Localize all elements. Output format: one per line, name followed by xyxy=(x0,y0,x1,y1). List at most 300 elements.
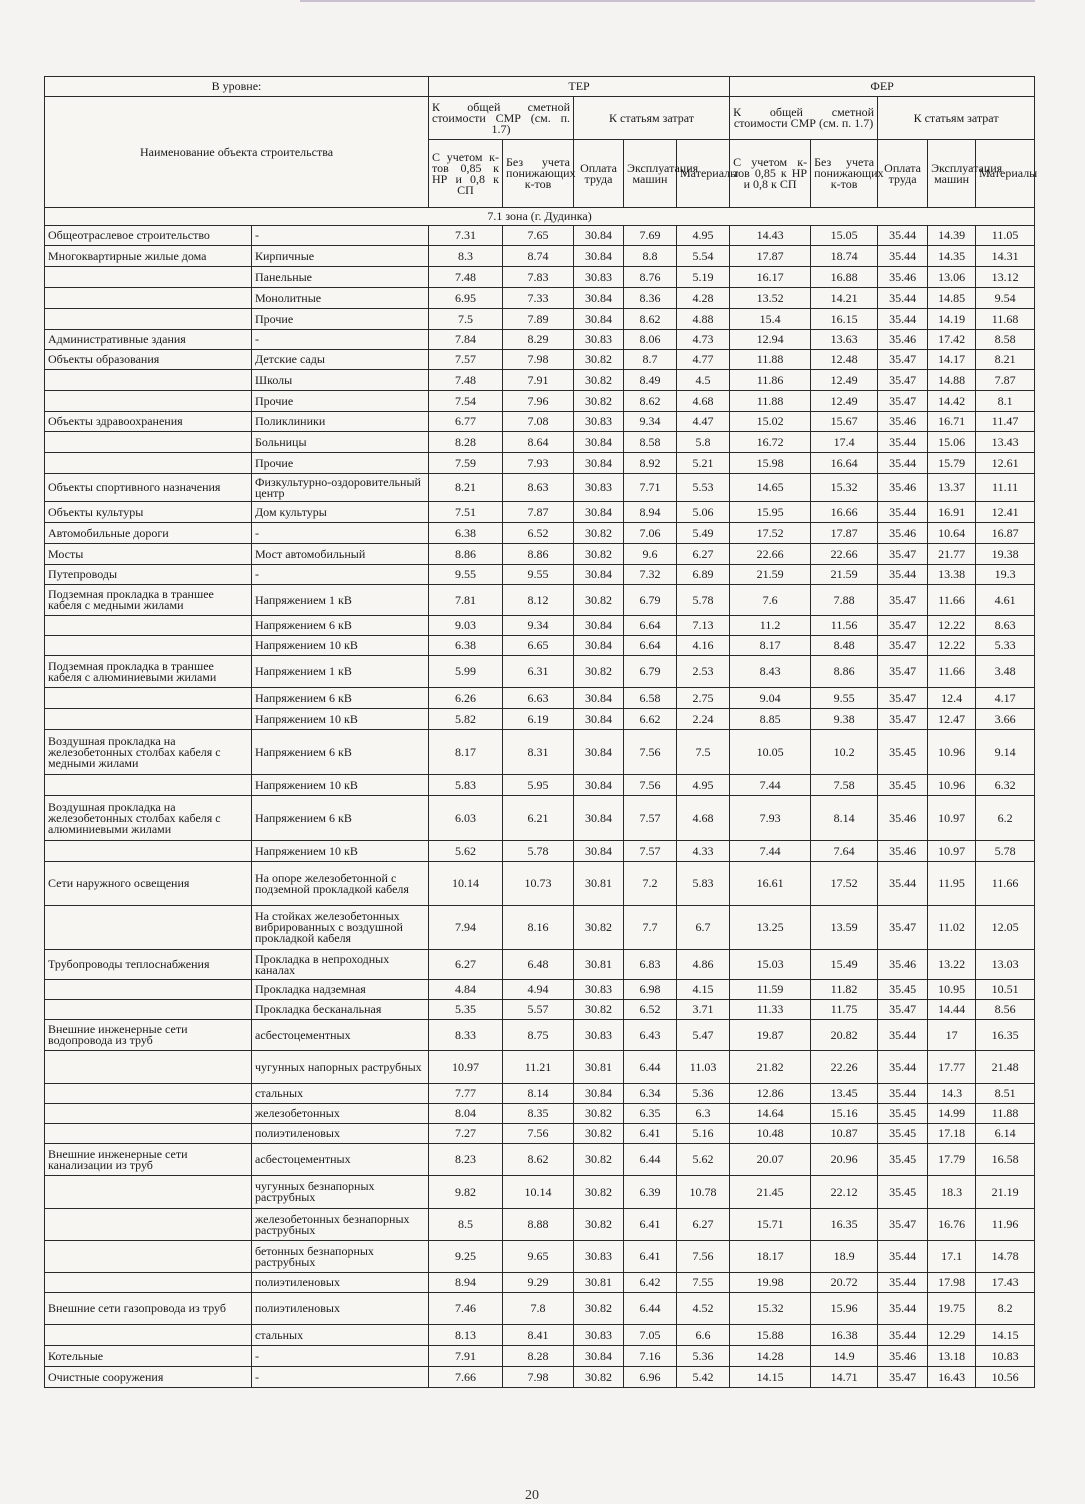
value-cell: 13.18 xyxy=(928,1346,976,1367)
table-row xyxy=(45,1051,1035,1084)
value-cell: 4.95 xyxy=(677,775,730,796)
value-cell: 11.05 xyxy=(976,226,1035,246)
value-cell: 21.45 xyxy=(730,1176,811,1209)
table-row xyxy=(45,474,1035,502)
value-cell: 15.67 xyxy=(811,412,878,432)
object-subtype: Напряжением 6 кВ xyxy=(252,616,429,636)
value-cell: 6.44 xyxy=(624,1293,677,1325)
value-cell: 5.82 xyxy=(429,709,503,730)
value-cell: 14.28 xyxy=(730,1346,811,1367)
object-subtype: железобетонных безнапорных раструбных xyxy=(252,1209,429,1241)
value-cell: 14.42 xyxy=(928,391,976,412)
value-cell: 11.86 xyxy=(730,370,811,391)
object-subtype: - xyxy=(252,330,429,350)
value-cell: 8.35 xyxy=(503,1104,574,1124)
value-cell: 9.55 xyxy=(811,688,878,709)
value-cell: 13.59 xyxy=(811,906,878,950)
value-cell: 11.47 xyxy=(976,412,1035,432)
value-cell: 19.3 xyxy=(976,565,1035,585)
level-label: В уровне: xyxy=(45,77,429,97)
value-cell: 8.48 xyxy=(811,636,878,656)
value-cell: 30.81 xyxy=(574,862,624,906)
ter-header: ТЕР xyxy=(429,77,730,97)
object-name xyxy=(45,1051,252,1084)
object-name xyxy=(45,841,252,862)
value-cell: 13.12 xyxy=(976,267,1035,288)
value-cell: 7.44 xyxy=(730,775,811,796)
value-cell: 11.02 xyxy=(928,906,976,950)
object-name xyxy=(45,288,252,309)
value-cell: 11.03 xyxy=(677,1051,730,1084)
value-cell: 7.05 xyxy=(624,1325,677,1346)
value-cell: 14.43 xyxy=(730,226,811,246)
value-cell: 6.64 xyxy=(624,616,677,636)
object-name: Мосты xyxy=(45,544,252,565)
value-cell: 9.55 xyxy=(503,565,574,585)
value-cell: 7.7 xyxy=(624,906,677,950)
value-cell: 30.84 xyxy=(574,288,624,309)
value-cell: 30.82 xyxy=(574,1144,624,1176)
value-cell: 3.71 xyxy=(677,1000,730,1020)
object-subtype: Больницы xyxy=(252,432,429,453)
value-cell: 4.68 xyxy=(677,391,730,412)
value-cell: 7.08 xyxy=(503,412,574,432)
object-name xyxy=(45,370,252,391)
value-cell: 30.83 xyxy=(574,1020,624,1051)
value-cell: 6.96 xyxy=(624,1367,677,1388)
object-subtype: Напряжением 6 кВ xyxy=(252,730,429,775)
table-row xyxy=(45,370,1035,391)
value-cell: 16.35 xyxy=(811,1209,878,1241)
value-cell: 30.82 xyxy=(574,350,624,370)
value-cell: 6.31 xyxy=(503,656,574,688)
value-cell: 16.61 xyxy=(730,862,811,906)
value-cell: 14.44 xyxy=(928,1000,976,1020)
table-row xyxy=(45,267,1035,288)
value-cell: 35.46 xyxy=(878,412,928,432)
value-cell: 4.84 xyxy=(429,980,503,1000)
value-cell: 6.64 xyxy=(624,636,677,656)
value-cell: 4.61 xyxy=(976,585,1035,616)
value-cell: 11.88 xyxy=(730,391,811,412)
value-cell: 7.84 xyxy=(429,330,503,350)
value-cell: 5.83 xyxy=(677,862,730,906)
value-cell: 6.26 xyxy=(429,688,503,709)
value-cell: 16.38 xyxy=(811,1325,878,1346)
value-cell: 8.14 xyxy=(811,796,878,841)
object-subtype: Прокладка надземная xyxy=(252,980,429,1000)
value-cell: 6.89 xyxy=(677,565,730,585)
value-cell: 17 xyxy=(928,1020,976,1051)
value-cell: 30.84 xyxy=(574,1084,624,1104)
value-cell: 35.47 xyxy=(878,616,928,636)
table-row xyxy=(45,950,1035,980)
object-subtype: Прочие xyxy=(252,309,429,330)
value-cell: 30.84 xyxy=(574,226,624,246)
value-cell: 30.84 xyxy=(574,246,624,267)
value-cell: 11.56 xyxy=(811,616,878,636)
value-cell: 14.15 xyxy=(730,1367,811,1388)
table-row xyxy=(45,796,1035,841)
value-cell: 21.77 xyxy=(928,544,976,565)
value-cell: 20.72 xyxy=(811,1273,878,1293)
table-row xyxy=(45,350,1035,370)
value-cell: 35.47 xyxy=(878,585,928,616)
value-cell: 8.62 xyxy=(624,309,677,330)
value-cell: 8.56 xyxy=(976,1000,1035,1020)
table-row xyxy=(45,330,1035,350)
value-cell: 10.83 xyxy=(976,1346,1035,1367)
value-cell: 8.16 xyxy=(503,906,574,950)
value-cell: 14.19 xyxy=(928,309,976,330)
value-cell: 12.22 xyxy=(928,616,976,636)
object-subtype: Школы xyxy=(252,370,429,391)
value-cell: 6.79 xyxy=(624,585,677,616)
value-cell: 35.47 xyxy=(878,906,928,950)
value-cell: 7.31 xyxy=(429,226,503,246)
value-cell: 8.86 xyxy=(503,544,574,565)
value-cell: 7.46 xyxy=(429,1293,503,1325)
table-row xyxy=(45,1293,1035,1325)
value-cell: 10.64 xyxy=(928,523,976,544)
value-cell: 19.87 xyxy=(730,1020,811,1051)
table-row xyxy=(45,1325,1035,1346)
value-cell: 17.1 xyxy=(928,1241,976,1273)
object-subtype: Напряжением 6 кВ xyxy=(252,688,429,709)
value-cell: 22.26 xyxy=(811,1051,878,1084)
value-cell: 2.75 xyxy=(677,688,730,709)
value-cell: 30.84 xyxy=(574,636,624,656)
value-cell: 7.54 xyxy=(429,391,503,412)
object-name xyxy=(45,391,252,412)
table-body xyxy=(45,208,1035,1388)
value-cell: 15.05 xyxy=(811,226,878,246)
value-cell: 6.58 xyxy=(624,688,677,709)
value-cell: 8.86 xyxy=(429,544,503,565)
value-cell: 18.74 xyxy=(811,246,878,267)
value-cell: 20.82 xyxy=(811,1020,878,1051)
value-cell: 17.77 xyxy=(928,1051,976,1084)
value-cell: 9.14 xyxy=(976,730,1035,775)
value-cell: 5.78 xyxy=(976,841,1035,862)
value-cell: 13.03 xyxy=(976,950,1035,980)
object-name: Подземная прокладка в траншее кабеля с алюминиевыми жилами xyxy=(45,656,252,688)
object-subtype: Напряжением 10 кВ xyxy=(252,709,429,730)
table-row xyxy=(45,616,1035,636)
value-cell: 22.12 xyxy=(811,1176,878,1209)
value-cell: 12.94 xyxy=(730,330,811,350)
object-subtype: На стойках железобетонных вибрированных с воздушной прокладкой кабеля xyxy=(252,906,429,950)
value-cell: 8.7 xyxy=(624,350,677,370)
value-cell: 7.44 xyxy=(730,841,811,862)
object-name xyxy=(45,1124,252,1144)
value-cell: 15.71 xyxy=(730,1209,811,1241)
value-cell: 6.39 xyxy=(624,1176,677,1209)
value-cell: 35.44 xyxy=(878,309,928,330)
value-cell: 30.84 xyxy=(574,453,624,474)
value-cell: 20.07 xyxy=(730,1144,811,1176)
value-cell: 30.83 xyxy=(574,474,624,502)
value-cell: 15.16 xyxy=(811,1104,878,1124)
value-cell: 7.55 xyxy=(677,1273,730,1293)
object-subtype: Прокладка бесканальная xyxy=(252,1000,429,1020)
value-cell: 19.75 xyxy=(928,1293,976,1325)
value-cell: 17.42 xyxy=(928,330,976,350)
value-cell: 30.82 xyxy=(574,1104,624,1124)
value-cell: 7.27 xyxy=(429,1124,503,1144)
value-cell: 35.45 xyxy=(878,980,928,1000)
object-subtype: полиэтиленовых xyxy=(252,1273,429,1293)
fer-labor-header: Оплата труда xyxy=(878,140,928,208)
object-name: Очистные сооружения xyxy=(45,1367,252,1388)
value-cell: 8.36 xyxy=(624,288,677,309)
value-cell: 30.83 xyxy=(574,1241,624,1273)
value-cell: 8.63 xyxy=(976,616,1035,636)
value-cell: 10.14 xyxy=(429,862,503,906)
value-cell: 35.45 xyxy=(878,775,928,796)
value-cell: 9.34 xyxy=(503,616,574,636)
value-cell: 6.43 xyxy=(624,1020,677,1051)
value-cell: 16.88 xyxy=(811,267,878,288)
object-name: Подземная прокладка в траншее кабеля с медными жилами xyxy=(45,585,252,616)
value-cell: 5.8 xyxy=(677,432,730,453)
value-cell: 9.29 xyxy=(503,1273,574,1293)
fer-with-coef-header: С учетом к-тов 0,85 к НР и 0,8 к СП xyxy=(730,140,811,208)
object-name xyxy=(45,1241,252,1273)
table-row xyxy=(45,585,1035,616)
value-cell: 6.27 xyxy=(677,544,730,565)
value-cell: 10.96 xyxy=(928,775,976,796)
value-cell: 12.61 xyxy=(976,453,1035,474)
value-cell: 35.47 xyxy=(878,1367,928,1388)
value-cell: 16.91 xyxy=(928,502,976,523)
value-cell: 30.84 xyxy=(574,730,624,775)
value-cell: 35.44 xyxy=(878,1241,928,1273)
value-cell: 11.66 xyxy=(976,862,1035,906)
object-name xyxy=(45,453,252,474)
value-cell: 10.97 xyxy=(429,1051,503,1084)
value-cell: 14.35 xyxy=(928,246,976,267)
value-cell: 7.59 xyxy=(429,453,503,474)
value-cell: 22.66 xyxy=(730,544,811,565)
object-subtype: - xyxy=(252,1346,429,1367)
value-cell: 6.52 xyxy=(503,523,574,544)
value-cell: 30.84 xyxy=(574,841,624,862)
value-cell: 7.57 xyxy=(429,350,503,370)
table-row xyxy=(45,1273,1035,1293)
value-cell: 4.68 xyxy=(677,796,730,841)
value-cell: 14.3 xyxy=(928,1084,976,1104)
value-cell: 8.21 xyxy=(429,474,503,502)
object-name: Объекты спортивного назначения xyxy=(45,474,252,502)
table-row xyxy=(45,412,1035,432)
value-cell: 6.21 xyxy=(503,796,574,841)
object-name: Сети наружного освещения xyxy=(45,862,252,906)
value-cell: 5.54 xyxy=(677,246,730,267)
value-cell: 30.84 xyxy=(574,432,624,453)
value-cell: 14.15 xyxy=(976,1325,1035,1346)
value-cell: 8.06 xyxy=(624,330,677,350)
value-cell: 15.32 xyxy=(811,474,878,502)
value-cell: 6.63 xyxy=(503,688,574,709)
value-cell: 7.87 xyxy=(976,370,1035,391)
value-cell: 30.81 xyxy=(574,1051,624,1084)
value-cell: 8.31 xyxy=(503,730,574,775)
value-cell: 6.32 xyxy=(976,775,1035,796)
value-cell: 8.21 xyxy=(976,350,1035,370)
value-cell: 35.44 xyxy=(878,1084,928,1104)
object-subtype: полиэтиленовых xyxy=(252,1293,429,1325)
table-row xyxy=(45,544,1035,565)
page-number: 20 xyxy=(525,1488,539,1503)
value-cell: 30.82 xyxy=(574,544,624,565)
value-cell: 11.59 xyxy=(730,980,811,1000)
value-cell: 8.62 xyxy=(624,391,677,412)
table-row xyxy=(45,1000,1035,1020)
value-cell: 35.47 xyxy=(878,350,928,370)
object-name xyxy=(45,267,252,288)
value-cell: 6.41 xyxy=(624,1209,677,1241)
value-cell: 16.71 xyxy=(928,412,976,432)
value-cell: 30.82 xyxy=(574,656,624,688)
value-cell: 16.58 xyxy=(976,1144,1035,1176)
value-cell: 35.46 xyxy=(878,950,928,980)
value-cell: 6.65 xyxy=(503,636,574,656)
value-cell: 8.43 xyxy=(730,656,811,688)
value-cell: 30.83 xyxy=(574,330,624,350)
fer-materials-header: Материалы xyxy=(976,140,1035,208)
object-subtype: чугунных напорных раструбных xyxy=(252,1051,429,1084)
value-cell: 5.62 xyxy=(429,841,503,862)
value-cell: 35.46 xyxy=(878,330,928,350)
value-cell: 4.5 xyxy=(677,370,730,391)
object-name xyxy=(45,709,252,730)
fer-header: ФЕР xyxy=(730,77,1035,97)
table-row xyxy=(45,1241,1035,1273)
object-name: Воздушная прокладка на железобетонных столбах кабеля с алюминиевыми жилами xyxy=(45,796,252,841)
value-cell: 15.49 xyxy=(811,950,878,980)
object-subtype: Напряжением 6 кВ xyxy=(252,796,429,841)
value-cell: 30.82 xyxy=(574,1367,624,1388)
value-cell: 35.45 xyxy=(878,1124,928,1144)
value-cell: 8.29 xyxy=(503,330,574,350)
value-cell: 7.51 xyxy=(429,502,503,523)
value-cell: 14.17 xyxy=(928,350,976,370)
value-cell: 13.37 xyxy=(928,474,976,502)
value-cell: 11.21 xyxy=(503,1051,574,1084)
value-cell: 30.82 xyxy=(574,1293,624,1325)
object-name: Многоквартирные жилые дома xyxy=(45,246,252,267)
value-cell: 7.91 xyxy=(503,370,574,391)
table-row xyxy=(45,775,1035,796)
value-cell: 10.97 xyxy=(928,796,976,841)
value-cell: 9.03 xyxy=(429,616,503,636)
value-cell: 30.82 xyxy=(574,1209,624,1241)
object-name: Трубопроводы теплоснабжения xyxy=(45,950,252,980)
value-cell: 12.05 xyxy=(976,906,1035,950)
value-cell: 7.2 xyxy=(624,862,677,906)
object-subtype: - xyxy=(252,523,429,544)
value-cell: 17.79 xyxy=(928,1144,976,1176)
value-cell: 19.38 xyxy=(976,544,1035,565)
value-cell: 7.77 xyxy=(429,1084,503,1104)
value-cell: 6.95 xyxy=(429,288,503,309)
value-cell: 7.87 xyxy=(503,502,574,523)
value-cell: 14.85 xyxy=(928,288,976,309)
value-cell: 35.47 xyxy=(878,656,928,688)
value-cell: 7.83 xyxy=(503,267,574,288)
object-subtype: полиэтиленовых xyxy=(252,1124,429,1144)
fer-machines-header: Эксплуатация машин xyxy=(928,140,976,208)
value-cell: 15.98 xyxy=(730,453,811,474)
value-cell: 30.82 xyxy=(574,1000,624,1020)
value-cell: 13.43 xyxy=(976,432,1035,453)
value-cell: 13.22 xyxy=(928,950,976,980)
value-cell: 8.8 xyxy=(624,246,677,267)
object-subtype: бетонных безнапорных раструбных xyxy=(252,1241,429,1273)
value-cell: 10.48 xyxy=(730,1124,811,1144)
value-cell: 8.63 xyxy=(503,474,574,502)
value-cell: 5.57 xyxy=(503,1000,574,1020)
object-name xyxy=(45,1104,252,1124)
object-subtype: стальных xyxy=(252,1325,429,1346)
value-cell: 35.45 xyxy=(878,1104,928,1124)
value-cell: 12.47 xyxy=(928,709,976,730)
value-cell: 6.48 xyxy=(503,950,574,980)
value-cell: 7.06 xyxy=(624,523,677,544)
value-cell: 6.7 xyxy=(677,906,730,950)
value-cell: 7.64 xyxy=(811,841,878,862)
value-cell: 18.3 xyxy=(928,1176,976,1209)
value-cell: 17.18 xyxy=(928,1124,976,1144)
value-cell: 12.48 xyxy=(811,350,878,370)
value-cell: 8.74 xyxy=(503,246,574,267)
value-cell: 11.66 xyxy=(928,656,976,688)
table-row xyxy=(45,906,1035,950)
value-cell: 8.58 xyxy=(976,330,1035,350)
object-name xyxy=(45,1084,252,1104)
object-subtype: Мост автомобильный xyxy=(252,544,429,565)
object-name: Общеотраслевое строительство xyxy=(45,226,252,246)
value-cell: 6.41 xyxy=(624,1241,677,1273)
value-cell: 8.28 xyxy=(503,1346,574,1367)
value-cell: 30.81 xyxy=(574,1273,624,1293)
object-name xyxy=(45,906,252,950)
table-row xyxy=(45,523,1035,544)
value-cell: 17.98 xyxy=(928,1273,976,1293)
value-cell: 4.28 xyxy=(677,288,730,309)
value-cell: 8.92 xyxy=(624,453,677,474)
value-cell: 30.82 xyxy=(574,523,624,544)
value-cell: 4.94 xyxy=(503,980,574,1000)
value-cell: 7.81 xyxy=(429,585,503,616)
object-name-header: Наименование объекта строительства xyxy=(45,97,429,208)
value-cell: 8.14 xyxy=(503,1084,574,1104)
value-cell: 20.96 xyxy=(811,1144,878,1176)
value-cell: 35.44 xyxy=(878,1020,928,1051)
value-cell: 9.54 xyxy=(976,288,1035,309)
value-cell: 12.41 xyxy=(976,502,1035,523)
value-cell: 35.44 xyxy=(878,1325,928,1346)
value-cell: 16.87 xyxy=(976,523,1035,544)
value-cell: 7.58 xyxy=(811,775,878,796)
value-cell: 30.82 xyxy=(574,391,624,412)
value-cell: 35.47 xyxy=(878,391,928,412)
object-subtype: Детские сады xyxy=(252,350,429,370)
table-row xyxy=(45,862,1035,906)
value-cell: 16.43 xyxy=(928,1367,976,1388)
table-row xyxy=(45,1020,1035,1051)
